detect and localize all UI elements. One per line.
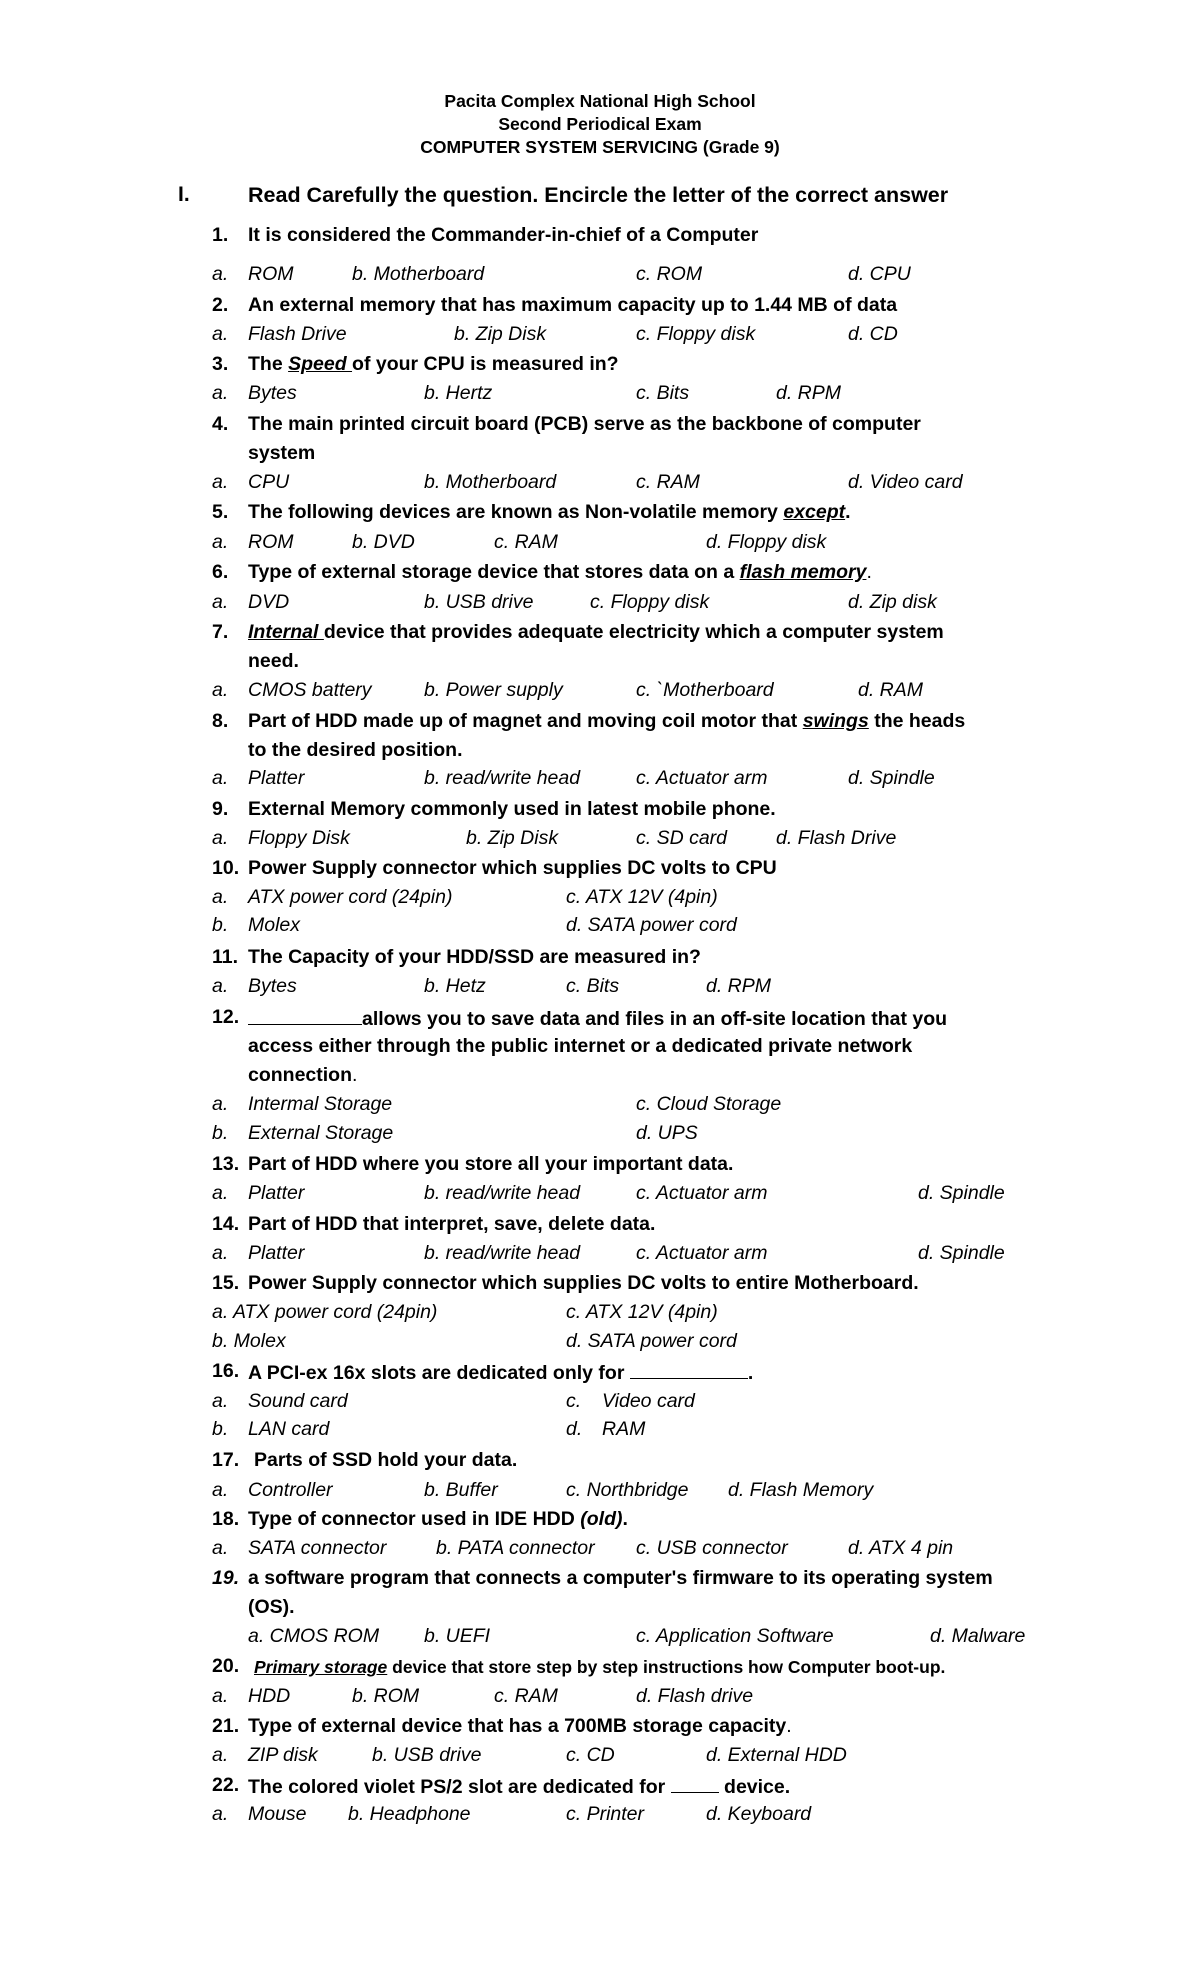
option-d[interactable]: d. Flash Memory: [728, 1479, 874, 1501]
question-number: 2.: [212, 294, 229, 316]
question-text: Type of connector used in IDE HDD (old).: [248, 1508, 628, 1530]
exam-header: [0, 90, 1200, 159]
question-number: 4.: [212, 413, 229, 435]
option-c[interactable]: c. `Motherboard: [636, 679, 774, 701]
option-a-letter[interactable]: a.: [212, 1093, 229, 1115]
option-b[interactable]: b. read/write head: [424, 1182, 581, 1204]
question-text: Type of external device that has a 700MB storage capacity.: [248, 1715, 792, 1737]
option-d[interactable]: d. SATA power cord: [566, 1330, 737, 1352]
option-d[interactable]: d. Spindle: [918, 1182, 1005, 1204]
option-a-letter[interactable]: a.: [212, 263, 229, 285]
option-c[interactable]: c. Actuator arm: [636, 767, 768, 789]
option-c[interactable]: c. Actuator arm: [636, 1242, 768, 1264]
question-number: 18.: [212, 1508, 240, 1530]
option-a[interactable]: Sound card: [248, 1390, 348, 1412]
question-text: The main printed circuit board (PCB) serve as the backbone of computer: [248, 413, 921, 435]
question-text-line2: need.: [248, 650, 299, 672]
question-text: Part of HDD that interpret, save, delete data.: [248, 1213, 656, 1235]
question-number: 14.: [212, 1213, 240, 1235]
school-name: Pacita Complex National High School: [444, 91, 756, 111]
option-d[interactable]: d. RPM: [776, 382, 842, 404]
question-text: a software program that connects a computer's firmware to its operating system: [248, 1567, 993, 1589]
option-a[interactable]: ATX power cord (24pin): [248, 886, 453, 908]
option-a-letter[interactable]: a.: [212, 1685, 229, 1707]
option-d[interactable]: d. External HDD: [706, 1744, 847, 1766]
option-a-letter[interactable]: a.: [212, 886, 229, 908]
question-text: Part of HDD made up of magnet and moving coil motor that swings the heads: [248, 710, 966, 732]
option-a-letter[interactable]: a.: [212, 975, 229, 997]
option-a[interactable]: Platter: [248, 1182, 305, 1204]
question-number: 21.: [212, 1715, 240, 1737]
option-a-letter[interactable]: a.: [212, 1537, 229, 1559]
option-c[interactable]: c. ROM: [636, 263, 703, 285]
option-a[interactable]: a. CMOS ROM: [248, 1625, 380, 1647]
option-d[interactable]: d. Malware: [930, 1625, 1026, 1647]
answer-blank: [248, 1006, 362, 1025]
option-b[interactable]: b. read/write head: [424, 1242, 581, 1264]
option-a-letter[interactable]: a.: [212, 1479, 229, 1501]
option-b-letter[interactable]: b.: [212, 1122, 229, 1144]
option-c[interactable]: c. RAM: [494, 531, 558, 553]
option-a[interactable]: CPU: [248, 471, 290, 493]
option-c[interactable]: c. Application Software: [636, 1625, 834, 1647]
option-b[interactable]: b. Headphone: [348, 1803, 471, 1825]
option-a[interactable]: CMOS battery: [248, 679, 372, 701]
option-b[interactable]: b. Power supply: [424, 679, 563, 701]
option-b[interactable]: b. PATA connector: [436, 1537, 595, 1559]
question-number: 9.: [212, 798, 229, 820]
question-text: External Memory commonly used in latest mobile phone.: [248, 798, 776, 820]
option-d[interactable]: d. Spindle: [918, 1242, 1005, 1264]
option-b[interactable]: LAN card: [248, 1418, 330, 1440]
option-a-letter[interactable]: a.: [212, 1744, 229, 1766]
option-c[interactable]: c. RAM: [494, 1685, 558, 1707]
section-number: I.: [178, 183, 190, 206]
option-c[interactable]: c. ATX 12V (4pin): [566, 1301, 718, 1323]
question-text: Internal device that provides adequate electricity which a computer system: [248, 621, 944, 643]
option-c[interactable]: c. ATX 12V (4pin): [566, 886, 718, 908]
question-text: An external memory that has maximum capacity up to 1.44 MB of data: [248, 294, 898, 316]
option-b[interactable]: b. Molex: [212, 1330, 286, 1352]
option-a[interactable]: ZIP disk: [248, 1744, 318, 1766]
question-text: The Capacity of your HDD/SSD are measured in?: [248, 946, 701, 968]
question-number: 16.: [212, 1360, 240, 1382]
option-b[interactable]: b. Zip Disk: [466, 827, 559, 849]
option-b[interactable]: b. Zip Disk: [454, 323, 547, 345]
question-text: It is considered the Commander-in-chief of a Computer: [248, 224, 759, 246]
option-a[interactable]: ROM: [248, 531, 294, 553]
option-b[interactable]: b. Hetz: [424, 975, 486, 997]
option-a[interactable]: Floppy Disk: [248, 827, 350, 849]
option-a[interactable]: Bytes: [248, 975, 297, 997]
section-instruction: Read Carefully the question. Encircle the letter of the correct answer: [248, 183, 949, 207]
answer-blank: [630, 1360, 748, 1379]
option-a[interactable]: Bytes: [248, 382, 297, 404]
question-number: 13.: [212, 1153, 240, 1175]
option-a-letter[interactable]: a.: [212, 323, 229, 345]
option-a[interactable]: DVD: [248, 591, 290, 613]
option-a[interactable]: Intermal Storage: [248, 1093, 393, 1115]
question-text: Parts of SSD hold your data.: [254, 1449, 518, 1471]
question-number: 11.: [212, 946, 239, 968]
question-text-line2: access either through the public internet or a dedicated private network: [248, 1035, 913, 1057]
option-c[interactable]: c. CD: [566, 1744, 615, 1766]
option-b[interactable]: b. ROM: [352, 1685, 420, 1707]
option-b[interactable]: b. UEFI: [424, 1625, 491, 1647]
question-text: The Speed of your CPU is measured in?: [248, 353, 619, 375]
option-a-letter[interactable]: a.: [212, 767, 229, 789]
option-a[interactable]: Controller: [248, 1479, 333, 1501]
option-d[interactable]: d. Keyboard: [706, 1803, 812, 1825]
option-a[interactable]: Mouse: [248, 1803, 307, 1825]
option-b[interactable]: b. USB drive: [372, 1744, 482, 1766]
option-b[interactable]: b. Motherboard: [352, 263, 485, 285]
option-c[interactable]: c. Northbridge: [566, 1479, 689, 1501]
question-text-line2: (OS).: [248, 1596, 295, 1618]
option-a[interactable]: Platter: [248, 767, 305, 789]
question-text: The colored violet PS/2 slot are dedicated for device.: [248, 1776, 791, 1798]
option-b-letter[interactable]: b.: [212, 914, 229, 936]
option-c[interactable]: c. Actuator arm: [636, 1182, 768, 1204]
question-text: A PCI-ex 16x slots are dedicated only for .: [248, 1362, 754, 1384]
option-d[interactable]: d. SATA power cord: [566, 914, 737, 936]
option-c[interactable]: c. Bits: [636, 382, 690, 404]
option-a-letter[interactable]: a.: [212, 531, 229, 553]
option-c[interactable]: Video card: [602, 1390, 695, 1412]
option-a[interactable]: ROM: [248, 263, 294, 285]
option-c[interactable]: c. Printer: [566, 1803, 645, 1825]
option-a[interactable]: HDD: [248, 1685, 291, 1707]
option-a[interactable]: SATA connector: [248, 1537, 387, 1559]
option-c[interactable]: c. Cloud Storage: [636, 1093, 782, 1115]
exam-title: Second Periodical Exam: [498, 114, 702, 134]
option-d[interactable]: d. Floppy disk: [706, 531, 827, 553]
question-number: 3.: [212, 353, 229, 375]
option-a-letter[interactable]: a.: [212, 1182, 229, 1204]
question-text: Primary storage device that store step by step instructions how Computer boot-up.: [254, 1657, 946, 1677]
question-text: Part of HDD where you store all your important data.: [248, 1153, 734, 1175]
question-number: 12.: [212, 1006, 240, 1028]
option-b[interactable]: b. Motherboard: [424, 471, 557, 493]
question-text-line2: to the desired position.: [248, 739, 463, 761]
option-d[interactable]: d. Spindle: [848, 767, 935, 789]
question-number: 22.: [212, 1774, 240, 1796]
option-a[interactable]: Platter: [248, 1242, 305, 1264]
option-a-letter[interactable]: a.: [212, 591, 229, 613]
question-number: 8.: [212, 710, 229, 732]
question-number: 17.: [212, 1449, 240, 1471]
option-b[interactable]: b. USB drive: [424, 591, 534, 613]
question-number: 19.: [212, 1567, 240, 1589]
option-a-letter[interactable]: a.: [212, 382, 229, 404]
option-d[interactable]: d. Video card: [848, 471, 963, 493]
question-text-line3: connection.: [248, 1064, 358, 1086]
question-text: Power Supply connector which supplies DC volts to CPU: [248, 857, 777, 879]
option-c-letter[interactable]: c.: [566, 1390, 582, 1412]
option-a-letter[interactable]: a.: [212, 827, 229, 849]
option-d[interactable]: RAM: [602, 1418, 646, 1440]
option-c[interactable]: c. Floppy disk: [590, 591, 710, 613]
question-text: Power Supply connector which supplies DC volts to entire Motherboard.: [248, 1272, 919, 1294]
option-b[interactable]: b. Buffer: [424, 1479, 498, 1501]
question-number: 10.: [212, 857, 240, 879]
option-d[interactable]: d. UPS: [636, 1122, 698, 1144]
question-text: The following devices are known as Non-volatile memory except.: [248, 501, 851, 523]
option-d[interactable]: d. Flash Drive: [776, 827, 897, 849]
question-number: 1.: [212, 224, 229, 246]
option-a-letter[interactable]: a.: [212, 471, 229, 493]
option-d[interactable]: d. ATX 4 pin: [848, 1537, 954, 1559]
option-d-letter[interactable]: d.: [566, 1418, 583, 1440]
question-text: Type of external storage device that stores data on a flash memory.: [248, 561, 872, 583]
question-number: 6.: [212, 561, 229, 583]
option-b[interactable]: b. read/write head: [424, 767, 581, 789]
option-b-letter[interactable]: b.: [212, 1418, 229, 1440]
question-text: allows you to save data and files in an off-site location that you: [248, 1006, 947, 1031]
option-d[interactable]: d. RPM: [706, 975, 772, 997]
option-b[interactable]: b. Hertz: [424, 382, 493, 404]
option-c[interactable]: c. USB connector: [636, 1537, 788, 1559]
option-d[interactable]: d. Flash drive: [636, 1685, 754, 1707]
question-number: 15.: [212, 1272, 240, 1294]
option-a-letter[interactable]: a.: [212, 1242, 229, 1264]
option-c[interactable]: c. SD card: [636, 827, 728, 849]
question-number: 7.: [212, 621, 229, 643]
option-d[interactable]: d. CPU: [848, 263, 911, 285]
option-a-letter[interactable]: a.: [212, 679, 229, 701]
subject-title: COMPUTER SYSTEM SERVICING (Grade 9): [420, 137, 780, 157]
option-b[interactable]: External Storage: [248, 1122, 394, 1144]
option-c[interactable]: c. Floppy disk: [636, 323, 756, 345]
question-number: 20.: [212, 1655, 240, 1677]
option-a-letter[interactable]: a.: [212, 1803, 229, 1825]
question-number: 5.: [212, 501, 229, 523]
option-d[interactable]: d. RAM: [858, 679, 924, 701]
option-b[interactable]: Molex: [248, 914, 301, 936]
option-a[interactable]: Flash Drive: [248, 323, 347, 345]
option-a-letter[interactable]: a.: [212, 1390, 229, 1412]
option-c[interactable]: c. Bits: [566, 975, 620, 997]
option-d[interactable]: d. Zip disk: [848, 591, 937, 613]
question-text-line2: system: [248, 442, 316, 464]
option-c[interactable]: c. RAM: [636, 471, 700, 493]
option-b[interactable]: b. DVD: [352, 531, 415, 553]
option-a[interactable]: a. ATX power cord (24pin): [212, 1301, 438, 1323]
option-d[interactable]: d. CD: [848, 323, 898, 345]
answer-blank: [671, 1774, 719, 1793]
